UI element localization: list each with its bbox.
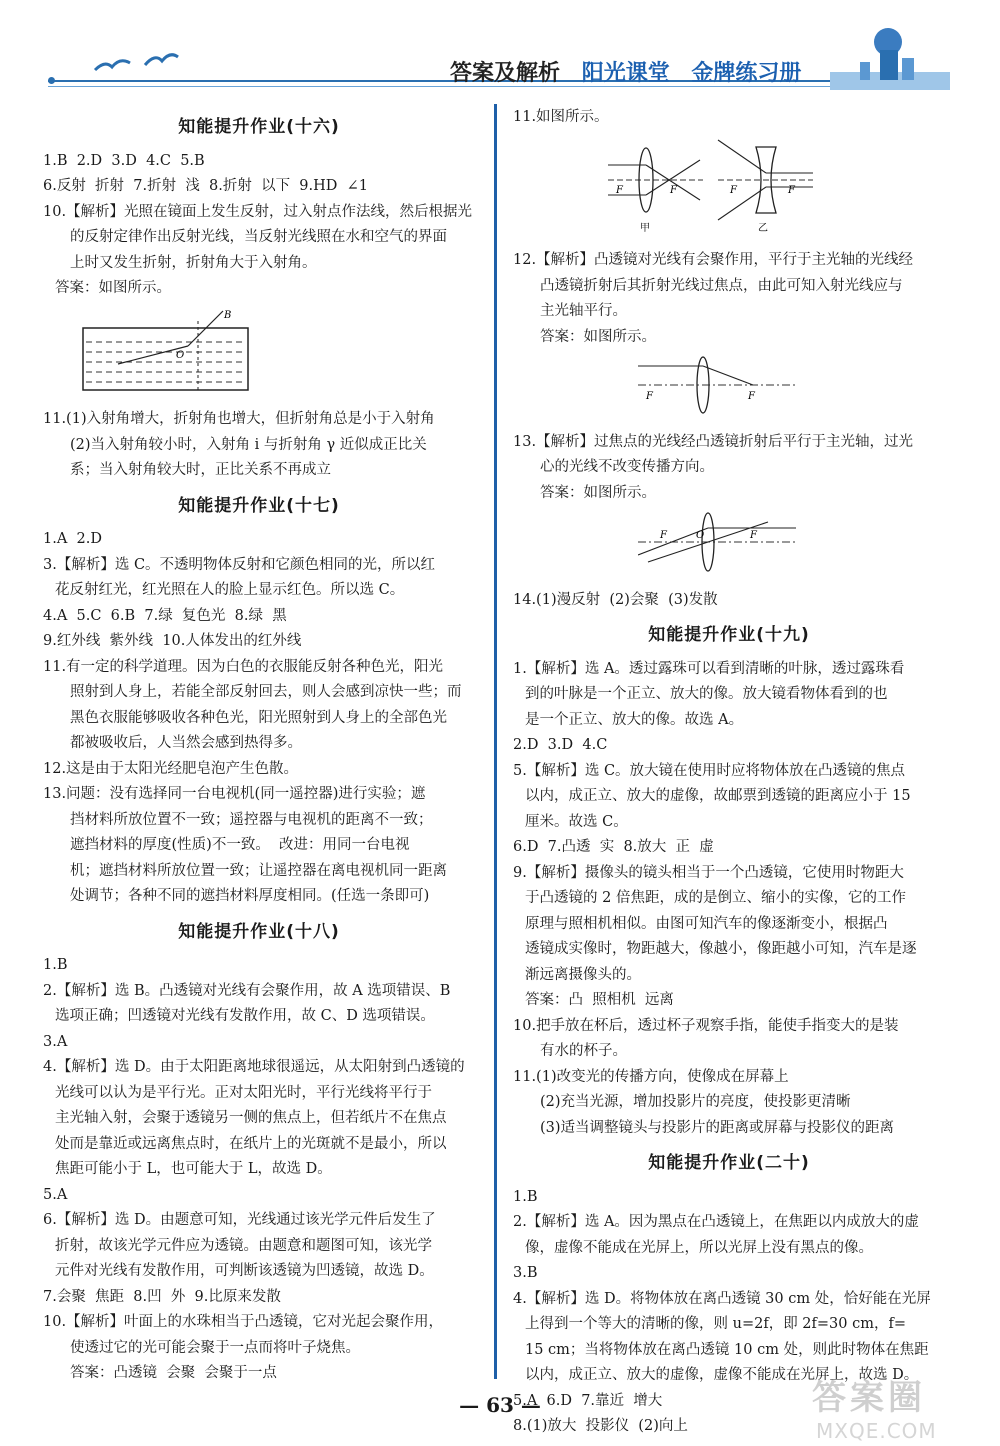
answer-line: 以内，成正立、放大的虚像，故邮票到透镜的距离应小于 15 <box>525 788 911 804</box>
answer-line: 12.这是由于太阳光经肥皂泡产生色散。 <box>43 760 299 777</box>
answer-line: 10.【解析】光照在镜面上发生反射，过入射点作法线，然后根据光 <box>43 203 473 220</box>
figure-reflection-refraction <box>43 306 475 404</box>
answer-line: 渐远离摄像头的。 <box>525 966 641 983</box>
answer-line: 选项正确；凹透镜对光线有发散作用，故 C、D 选项错误。 <box>55 1008 435 1024</box>
answer-line: 4.A 5.C 6.B 7.绿 复色光 8.绿 黑 <box>43 607 287 624</box>
answer-line: 3.A <box>43 1033 68 1050</box>
answer-line: 焦距可能小于 L，也可能大于 L，故选 D。 <box>55 1161 332 1177</box>
header-title-answers: 答案及解析 <box>450 60 561 86</box>
answer-line: (2)充当光源，增加投影片的亮度，使投影更清晰 <box>540 1094 851 1110</box>
section-title: 知能提升作业(二十) <box>648 1153 810 1173</box>
answer-line: 元件对光线有发散作用，可判断该透镜为凹透镜，故选 D。 <box>55 1263 434 1279</box>
watermark-bottom: MXQE.COM <box>816 1419 937 1443</box>
answer-line: 4.【解析】选 D。由于太阳距离地球很遥远，从太阳射到凸透镜的 <box>43 1059 465 1075</box>
answer-line: 6.反射 折射 7.折射 浅 8.折射 以下 9.HD ∠1 <box>43 178 369 194</box>
figure-label: F <box>730 184 737 196</box>
answer-line: 有水的杯子。 <box>540 1043 627 1059</box>
page-header <box>40 20 960 95</box>
answer-line: 像，虚像不能成在光屏上，所以光屏上没有黑点的像。 <box>525 1239 873 1256</box>
answer-line: 到的叶脉是一个正立、放大的像。放大镜看物体看到的也 <box>525 686 888 702</box>
answer-line: 12.【解析】凸透镜对光线有会聚作用，平行于主光轴的光线经 <box>513 252 914 268</box>
answer-line: 11.有一定的科学道理。因为白色的衣服能反射各种色光，阳光 <box>43 658 444 675</box>
figure-convex-12 <box>513 354 945 426</box>
figure-label: F <box>750 530 757 541</box>
header-title <box>450 56 801 87</box>
section-title: 知能提升作业(十六) <box>178 117 340 137</box>
answer-line: 13.【解析】过焦点的光线经凸透镜折射后平行于主光轴，过光 <box>513 433 914 450</box>
answer-line: 都被吸收后，人当然会感到热得多。 <box>70 735 302 751</box>
answer-line: 处调节；各种不同的遮挡材料厚度相同。(任选一条即可) <box>70 888 430 904</box>
answer-line: 1.【解析】选 A。透过露珠可以看到清晰的叶脉，透过露珠看 <box>513 660 905 677</box>
answer-line: 9.【解析】摄像头的镜头相当于一个凸透镜，它使用时物距大 <box>513 864 904 881</box>
answer-line: 4.【解析】选 D。将物体放在离凸透镜 30 cm 处，恰好能在光屏 <box>513 1290 931 1307</box>
header-dot <box>48 77 55 84</box>
figure-label: F <box>788 184 795 196</box>
answer-line: 11.如图所示。 <box>513 109 609 125</box>
watermark-top: 答案圈 <box>812 1378 926 1418</box>
answer-line: 答案：凸透镜 会聚 会聚于一点 <box>70 1365 277 1381</box>
answer-line: 挡材料所放位置不一致；遥控器与电视机的距离不一致； <box>70 811 433 828</box>
answer-line: 光线可以认为是平行光。正对太阳光时，平行光线将平行于 <box>55 1084 432 1101</box>
answer-line: 折射，故该光学元件应为透镜。由题意和题图可知，该光学 <box>55 1237 432 1254</box>
answer-line: 3.【解析】选 C。不透明物体反射和它颜色相同的光，所以红 <box>43 556 436 573</box>
figure-label: F <box>670 184 677 196</box>
answer-line: 14.(1)漫反射 (2)会聚 (3)发散 <box>513 591 718 608</box>
answer-line: 1.A 2.D <box>43 531 102 547</box>
section-title: 知能提升作业(十九) <box>648 625 810 645</box>
answer-line: 上时又发生折射，折射角大于入射角。 <box>70 254 317 271</box>
answer-line: 使透过它的光可能会聚于一点而将叶子烧焦。 <box>70 1339 360 1356</box>
figure-label: B <box>224 309 232 321</box>
answer-line: 5.A <box>43 1186 68 1203</box>
answer-line: 9.红外线 紫外线 10.人体发出的红外线 <box>43 633 302 649</box>
answer-line: 1.B <box>513 1188 538 1205</box>
answer-line: (3)适当调整镜头与投影片的距离或屏幕与投影仪的距离 <box>540 1119 895 1136</box>
answer-line: 透镜成实像时，物距越大，像越小，像距越小可知，汽车是逐 <box>525 941 917 957</box>
answer-line: (2)当入射角较小时，入射角 i 与折射角 γ 近似成正比关 <box>70 436 427 453</box>
answer-line: 照射到人身上，若能全部反射回去，则人会感到凉快一些；而 <box>70 684 462 700</box>
watermark <box>812 1370 982 1443</box>
answer-line: 答案：凸 照相机 远离 <box>525 992 674 1008</box>
answer-line: 2.D 3.D 4.C <box>513 737 608 753</box>
answer-line: 处而是靠近或远离焦点时，在纸片上的光斑就不是最小，所以 <box>55 1135 447 1152</box>
answer-line: 7.会聚 焦距 8.凹 外 9.比原来发散 <box>43 1288 281 1305</box>
right-column <box>513 105 945 1440</box>
figure-label: 乙 <box>758 222 768 234</box>
answer-line: 15 cm；当将物体放在离凸透镜 10 cm 处，则此时物体在焦距 <box>525 1341 929 1358</box>
answer-line: 以内，成正立、放大的虚像，虚像不能成在光屏上，故选 D。 <box>525 1367 919 1383</box>
lighthouse-icon <box>830 20 950 95</box>
answer-line: 厘米。故选 C。 <box>525 813 628 830</box>
answer-line: 5.【解析】选 C。放大镜在使用时应将物体放在凸透镜的焦点 <box>513 762 906 779</box>
answer-line: 8.(1)放大 投影仪 (2)向上 <box>513 1418 688 1434</box>
answer-line: 系；当入射角较大时，正比关系不再成立 <box>70 462 331 478</box>
answer-line: 主光轴入射，会聚于透镜另一侧的焦点上，但若纸片不在焦点 <box>55 1110 447 1126</box>
column-divider <box>494 104 497 1379</box>
answer-line: 5.A 6.D 7.靠近 增大 <box>513 1392 663 1409</box>
answer-line: 答案：如图所示。 <box>540 484 656 501</box>
bird-icon <box>90 45 180 80</box>
figure-label: F <box>660 530 667 541</box>
answer-line: 答案：如图所示。 <box>540 328 656 345</box>
answer-line: 花反射红光，红光照在人的脸上显示红色。所以选 C。 <box>55 582 405 598</box>
figure-lenses-jia-yi <box>513 135 945 245</box>
answer-line: 1.B 2.D 3.D 4.C 5.B <box>43 152 205 169</box>
answer-line: 于凸透镜的 2 倍焦距，成的是倒立、缩小的实像，它的工作 <box>525 890 906 906</box>
left-column <box>43 105 475 1387</box>
answer-line: 2.【解析】选 A。因为黑点在凸透镜上，在焦距以内成放大的虚 <box>513 1214 919 1230</box>
figure-label: F <box>646 391 653 402</box>
figure-label: O <box>696 530 705 541</box>
page-number: — 63 — <box>459 1393 541 1417</box>
answer-line: 10.【解析】叶面上的水珠相当于凸透镜，它对光起会聚作用， <box>43 1314 444 1330</box>
answer-line: 11.(1)入射角增大，折射角也增大，但折射角总是小于入射角 <box>43 411 435 427</box>
answer-line: 遮挡材料的厚度(性质)不一致。 改进：用同一台电视 <box>70 837 410 853</box>
answer-line: 原理与照相机相似。由图可知汽车的像逐渐变小，根据凸 <box>525 915 888 932</box>
answer-line: 上得到一个等大的清晰的像，则 u=2f，即 2f=30 cm，f= <box>525 1316 906 1332</box>
figure-label: F <box>616 184 623 196</box>
section-title: 知能提升作业(十七) <box>178 495 340 516</box>
figure-label: O <box>176 349 185 361</box>
answer-line: 主光轴平行。 <box>540 303 627 319</box>
answer-line: 2.【解析】选 B。凸透镜对光线有会聚作用，故 A 选项错误、B <box>43 982 451 999</box>
figure-convex-13 <box>513 510 945 584</box>
header-title-series: 阳光课堂 <box>581 60 670 86</box>
figure-label: F <box>748 391 755 402</box>
answer-line: 6.【解析】选 D。由题意可知，光线通过该光学元件后发生了 <box>43 1212 436 1228</box>
answer-line: 凸透镜折射后其折射光线过焦点，由此可知入射光线应与 <box>540 277 903 294</box>
answer-line: 是一个正立、放大的像。故选 A。 <box>525 711 744 728</box>
answer-line: 的反射定律作出反射光线，当反射光线照在水和空气的界面 <box>70 229 447 245</box>
answer-line: 1.B <box>43 957 68 973</box>
answer-line: 心的光线不改变传播方向。 <box>540 459 714 475</box>
answer-line: 机；遮挡材料所放位置一致；让遥控器在离电视机同一距离 <box>70 862 447 879</box>
answer-line: 10.把手放在杯后，透过杯子观察手指，能使手指变大的是装 <box>513 1017 899 1034</box>
answer-line: 答案：如图所示。 <box>55 280 171 296</box>
answer-line: 13.问题：没有选择同一台电视机(同一遥控器)进行实验；遮 <box>43 786 426 802</box>
answer-line: 11.(1)改变光的传播方向，使像成在屏幕上 <box>513 1068 789 1085</box>
section-title: 知能提升作业(十八) <box>178 921 340 942</box>
figure-label: 甲 <box>640 222 650 234</box>
answer-line: 6.D 7.凸透 实 8.放大 正 虚 <box>513 839 714 855</box>
answer-line: 黑色衣服能够吸收各种色光，阳光照射到人身上的全部色光 <box>70 709 447 726</box>
answer-line: 3.B <box>513 1265 538 1281</box>
header-title-book: 金牌练习册 <box>691 60 802 86</box>
